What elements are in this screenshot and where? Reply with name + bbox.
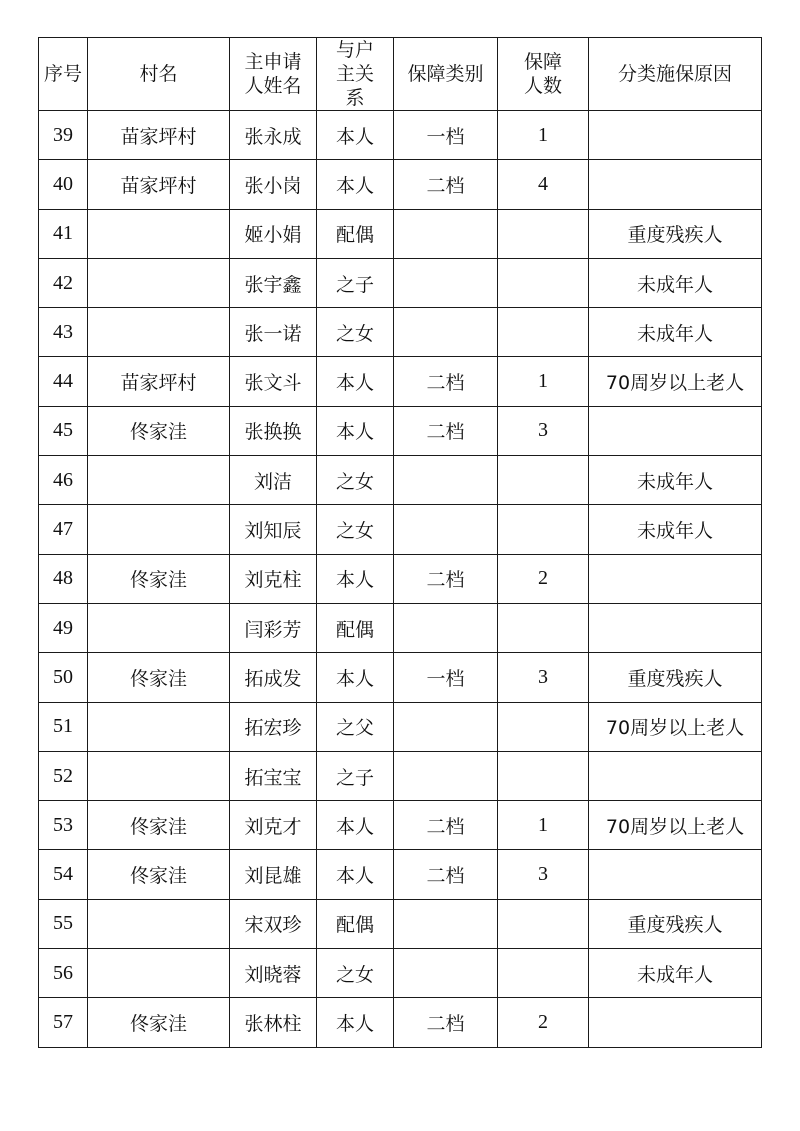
cell-allowance-type: 二档 xyxy=(394,406,498,455)
cell-village xyxy=(88,258,230,307)
table-row xyxy=(39,899,762,948)
header-row xyxy=(39,38,762,111)
cell-allowance-type xyxy=(394,603,498,652)
cell-village: 佟家洼 xyxy=(88,406,230,455)
cell-seq: 40 xyxy=(39,160,88,209)
cell-reason: 未成年人 xyxy=(589,258,762,307)
cell-covered-count: 3 xyxy=(498,406,589,455)
cell-allowance-type xyxy=(394,258,498,307)
cell-applicant-name: 刘克才 xyxy=(230,801,317,850)
cell-applicant-name: 刘洁 xyxy=(230,456,317,505)
cell-seq: 54 xyxy=(39,850,88,899)
cell-relation: 本人 xyxy=(317,406,394,455)
cell-allowance-type xyxy=(394,702,498,751)
cell-village xyxy=(88,505,230,554)
cell-covered-count: 1 xyxy=(498,111,589,160)
cell-seq: 51 xyxy=(39,702,88,751)
cell-reason: 70周岁以上老人 xyxy=(589,801,762,850)
cell-covered-count: 2 xyxy=(498,998,589,1047)
cell-relation: 本人 xyxy=(317,554,394,603)
cell-reason xyxy=(589,751,762,800)
header-village: 村名 xyxy=(88,38,230,111)
cell-relation: 之女 xyxy=(317,505,394,554)
cell-applicant-name: 拓宝宝 xyxy=(230,751,317,800)
table-row xyxy=(39,357,762,406)
cell-seq: 45 xyxy=(39,406,88,455)
cell-reason: 未成年人 xyxy=(589,505,762,554)
cell-village xyxy=(88,949,230,998)
header-type: 保障类别 xyxy=(394,38,498,111)
cell-reason: 未成年人 xyxy=(589,456,762,505)
cell-village: 佟家洼 xyxy=(88,850,230,899)
table-row xyxy=(39,751,762,800)
cell-reason xyxy=(589,998,762,1047)
cell-allowance-type: 二档 xyxy=(394,801,498,850)
header-count: 保障人数 xyxy=(498,38,589,111)
cell-applicant-name: 张永成 xyxy=(230,111,317,160)
cell-seq: 47 xyxy=(39,505,88,554)
cell-reason: 未成年人 xyxy=(589,308,762,357)
cell-covered-count xyxy=(498,751,589,800)
cell-allowance-type xyxy=(394,899,498,948)
cell-applicant-name: 刘晓蓉 xyxy=(230,949,317,998)
cell-allowance-type: 一档 xyxy=(394,653,498,702)
table-row xyxy=(39,308,762,357)
cell-allowance-type xyxy=(394,308,498,357)
cell-village xyxy=(88,751,230,800)
cell-relation: 本人 xyxy=(317,357,394,406)
table-row xyxy=(39,505,762,554)
table-row xyxy=(39,653,762,702)
cell-allowance-type: 二档 xyxy=(394,160,498,209)
header-reason: 分类施保原因 xyxy=(589,38,762,111)
cell-seq: 44 xyxy=(39,357,88,406)
table-row xyxy=(39,111,762,160)
cell-village xyxy=(88,456,230,505)
table-row xyxy=(39,160,762,209)
cell-relation: 本人 xyxy=(317,801,394,850)
cell-relation: 之父 xyxy=(317,702,394,751)
cell-village: 佟家洼 xyxy=(88,998,230,1047)
cell-seq: 42 xyxy=(39,258,88,307)
cell-applicant-name: 闫彩芳 xyxy=(230,603,317,652)
cell-reason: 重度残疾人 xyxy=(589,653,762,702)
cell-allowance-type xyxy=(394,751,498,800)
subsistence-allowance-table xyxy=(38,37,762,1048)
cell-reason xyxy=(589,406,762,455)
cell-reason xyxy=(589,160,762,209)
cell-applicant-name: 拓成发 xyxy=(230,653,317,702)
cell-applicant-name: 张林柱 xyxy=(230,998,317,1047)
cell-reason: 70周岁以上老人 xyxy=(589,357,762,406)
cell-applicant-name: 刘昆雄 xyxy=(230,850,317,899)
cell-applicant-name: 刘知辰 xyxy=(230,505,317,554)
cell-seq: 55 xyxy=(39,899,88,948)
cell-relation: 本人 xyxy=(317,160,394,209)
cell-relation: 配偶 xyxy=(317,209,394,258)
cell-applicant-name: 张宇鑫 xyxy=(230,258,317,307)
cell-covered-count xyxy=(498,505,589,554)
cell-relation: 之女 xyxy=(317,456,394,505)
cell-village: 佟家洼 xyxy=(88,801,230,850)
cell-covered-count: 3 xyxy=(498,653,589,702)
header-applicant: 主申请人姓名 xyxy=(230,38,317,111)
cell-reason: 未成年人 xyxy=(589,949,762,998)
cell-village xyxy=(88,603,230,652)
table-row xyxy=(39,949,762,998)
cell-relation: 本人 xyxy=(317,111,394,160)
table-row xyxy=(39,406,762,455)
cell-seq: 52 xyxy=(39,751,88,800)
cell-seq: 50 xyxy=(39,653,88,702)
cell-covered-count xyxy=(498,603,589,652)
cell-covered-count xyxy=(498,949,589,998)
cell-covered-count xyxy=(498,899,589,948)
cell-village xyxy=(88,308,230,357)
cell-village: 佟家洼 xyxy=(88,653,230,702)
cell-allowance-type: 二档 xyxy=(394,998,498,1047)
table-row xyxy=(39,603,762,652)
cell-applicant-name: 刘克柱 xyxy=(230,554,317,603)
cell-relation: 本人 xyxy=(317,998,394,1047)
cell-covered-count: 4 xyxy=(498,160,589,209)
cell-seq: 53 xyxy=(39,801,88,850)
cell-relation: 配偶 xyxy=(317,603,394,652)
cell-reason: 重度残疾人 xyxy=(589,899,762,948)
table-row xyxy=(39,998,762,1047)
cell-village: 苗家坪村 xyxy=(88,111,230,160)
cell-relation: 本人 xyxy=(317,653,394,702)
cell-covered-count: 2 xyxy=(498,554,589,603)
cell-village xyxy=(88,702,230,751)
cell-allowance-type: 二档 xyxy=(394,554,498,603)
cell-covered-count xyxy=(498,456,589,505)
cell-allowance-type: 二档 xyxy=(394,850,498,899)
cell-reason: 70周岁以上老人 xyxy=(589,702,762,751)
cell-reason: 重度残疾人 xyxy=(589,209,762,258)
cell-covered-count: 1 xyxy=(498,801,589,850)
cell-applicant-name: 宋双珍 xyxy=(230,899,317,948)
cell-applicant-name: 张一诺 xyxy=(230,308,317,357)
cell-seq: 48 xyxy=(39,554,88,603)
cell-applicant-name: 姬小娟 xyxy=(230,209,317,258)
cell-seq: 56 xyxy=(39,949,88,998)
cell-covered-count xyxy=(498,702,589,751)
cell-covered-count xyxy=(498,209,589,258)
cell-applicant-name: 张小岗 xyxy=(230,160,317,209)
cell-covered-count xyxy=(498,308,589,357)
cell-reason xyxy=(589,603,762,652)
cell-relation: 之女 xyxy=(317,949,394,998)
cell-applicant-name: 张文斗 xyxy=(230,357,317,406)
table-row xyxy=(39,456,762,505)
cell-relation: 配偶 xyxy=(317,899,394,948)
cell-seq: 43 xyxy=(39,308,88,357)
cell-covered-count: 3 xyxy=(498,850,589,899)
cell-seq: 41 xyxy=(39,209,88,258)
cell-allowance-type xyxy=(394,456,498,505)
cell-village xyxy=(88,899,230,948)
table-row xyxy=(39,801,762,850)
cell-reason xyxy=(589,111,762,160)
table-row xyxy=(39,850,762,899)
cell-seq: 49 xyxy=(39,603,88,652)
cell-seq: 57 xyxy=(39,998,88,1047)
table-row xyxy=(39,554,762,603)
cell-covered-count xyxy=(498,258,589,307)
table-body xyxy=(39,111,762,1048)
cell-relation: 本人 xyxy=(317,850,394,899)
table-header xyxy=(39,38,762,111)
cell-village: 佟家洼 xyxy=(88,554,230,603)
cell-village: 苗家坪村 xyxy=(88,160,230,209)
header-relation: 与户主关系 xyxy=(317,38,394,111)
cell-village xyxy=(88,209,230,258)
cell-relation: 之女 xyxy=(317,308,394,357)
cell-allowance-type: 一档 xyxy=(394,111,498,160)
table-row xyxy=(39,702,762,751)
header-seq: 序号 xyxy=(39,38,88,111)
cell-applicant-name: 张换换 xyxy=(230,406,317,455)
cell-relation: 之子 xyxy=(317,751,394,800)
cell-reason xyxy=(589,850,762,899)
cell-seq: 46 xyxy=(39,456,88,505)
cell-village: 苗家坪村 xyxy=(88,357,230,406)
cell-relation: 之子 xyxy=(317,258,394,307)
cell-covered-count: 1 xyxy=(498,357,589,406)
cell-allowance-type xyxy=(394,209,498,258)
cell-seq: 39 xyxy=(39,111,88,160)
table-row xyxy=(39,209,762,258)
cell-allowance-type xyxy=(394,505,498,554)
cell-allowance-type xyxy=(394,949,498,998)
table-row xyxy=(39,258,762,307)
cell-allowance-type: 二档 xyxy=(394,357,498,406)
cell-reason xyxy=(589,554,762,603)
cell-applicant-name: 拓宏珍 xyxy=(230,702,317,751)
